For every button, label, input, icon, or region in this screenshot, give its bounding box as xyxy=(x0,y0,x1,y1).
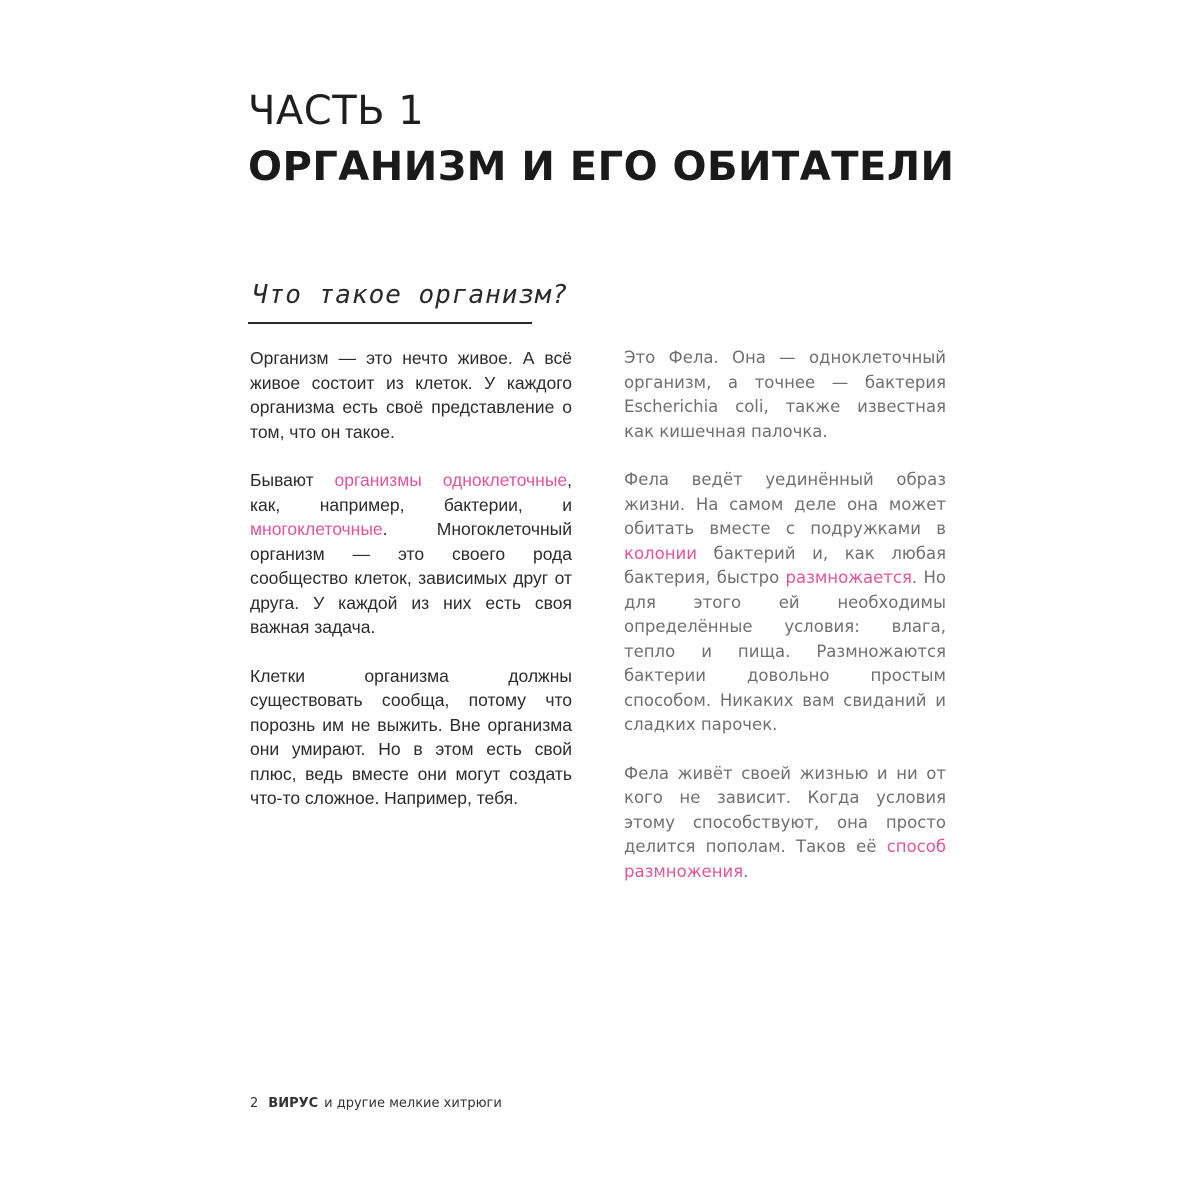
highlight-term: колонии xyxy=(624,543,697,563)
book-brand: ВИРУС xyxy=(268,1096,319,1111)
page-number: 2 xyxy=(250,1096,259,1111)
highlight-term: организмы одноклеточные xyxy=(334,470,568,490)
part-title: ОРГАНИЗМ И ЕГО ОБИТАТЕЛИ xyxy=(248,144,955,190)
text-run: , как, например, бактерии, и xyxy=(250,470,573,515)
highlight-term: размножается xyxy=(785,568,912,587)
text-run: . Но для этого ей необходимы определённые условия: влага, тепло и пища. Размножаются бактерии довольно простым способом. Никаких вам свиданий и сладких парочек. xyxy=(624,568,946,734)
part-label: ЧАСТЬ 1 xyxy=(248,88,425,134)
text-run: бактерий и, как любая бактерия, быстро xyxy=(624,543,946,587)
book-subtitle: и другие мелкие хитрюги xyxy=(324,1096,502,1111)
section-heading: Что такое организм? xyxy=(252,280,569,310)
left-column xyxy=(250,346,572,835)
left-paragraph-1: Организм — это нечто живое. А всё живое состоит из клеток. У каждого организма есть своё представление о том, что он такое. xyxy=(250,348,572,442)
section-underline xyxy=(248,322,532,324)
text-run: Фела живёт своей жизнью и ни от кого не зависит. Когда условия этому способствуют, она просто делится пополам. Таков её xyxy=(624,763,946,856)
right-paragraph-2 xyxy=(624,468,946,738)
text-run: Фела ведёт уединённый образ жизни. На самом деле она может обитать вместе с подружками в xyxy=(624,470,946,538)
text-run: . xyxy=(743,861,749,881)
left-paragraph-2 xyxy=(250,468,572,640)
right-paragraph-3 xyxy=(624,762,946,885)
highlight-term: многоклеточные xyxy=(250,519,383,539)
left-paragraph-3: Клетки организма должны существовать сообща, потому что порознь им не выжить. Вне организма они умирают. Но в этом есть свой плюс, ведь вместе они могут создать что-то сложное. Например, тебя. xyxy=(250,665,572,808)
text-run: . Многоклеточный организм — это своего рода сообщество клеток, зависимых друг от друга. У каждой из них есть своя важная задача. xyxy=(250,519,572,637)
page-footer xyxy=(250,1096,502,1111)
text-run: Бывают xyxy=(250,470,335,490)
right-column xyxy=(624,346,946,908)
highlight-term: способ размножения xyxy=(624,837,946,881)
right-paragraph-1: Это Фела. Она — одноклеточный организм, а точнее — бактерия Escherichia coli, также известная как кишечная палочка. xyxy=(624,348,946,441)
